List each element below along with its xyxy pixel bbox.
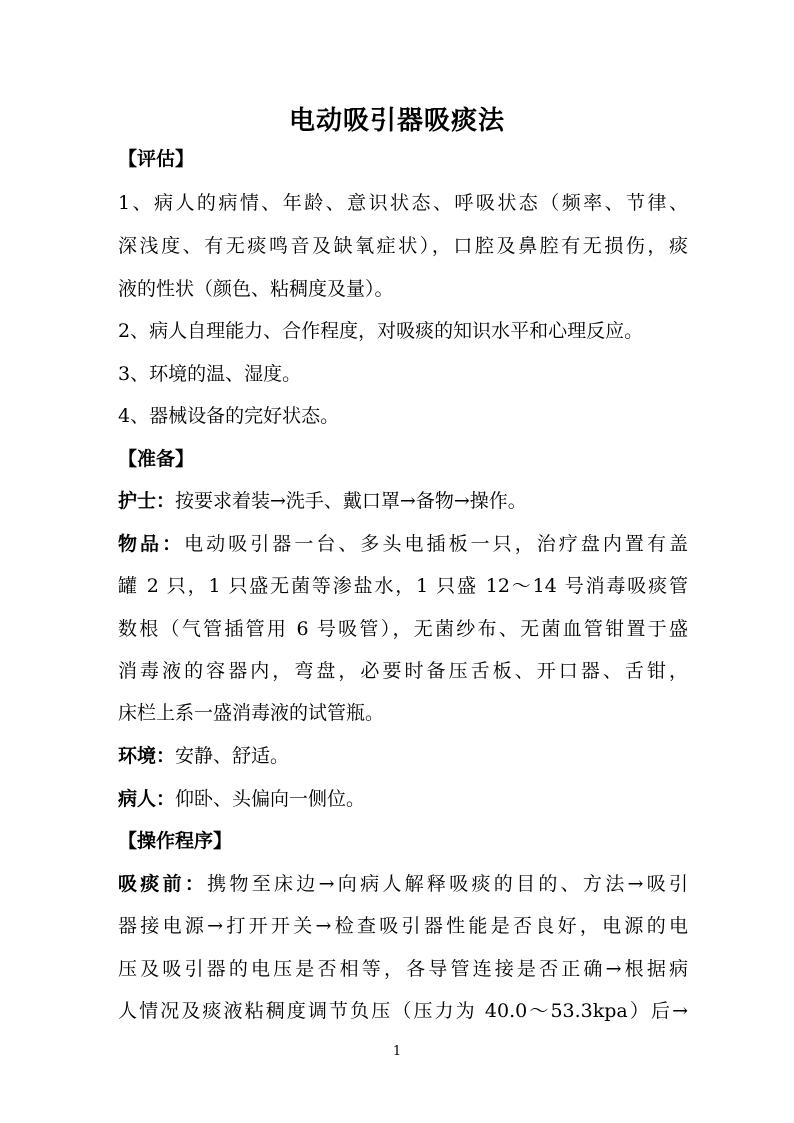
assessment-item-1-line-2: 深浅度、有无痰鸣音及缺氧症状），口腔及鼻腔有无损伤，痰 [118,235,688,257]
assessment-item-2: 2、病人自理能力、合作程度，对吸痰的知识水平和心理反应。 [118,320,644,342]
procedure-text-1: 携物至床边→向病人解释吸痰的目的、方法→吸引 [207,873,688,895]
items-line-5: 床栏上系一盛消毒液的试管瓶。 [118,702,385,724]
nurse-preparation [118,488,688,514]
nurse-text: 按要求着装→洗手、戴口罩→备物→操作。 [175,490,527,512]
assessment-item-4: 4、器械设备的完好状态。 [118,405,340,427]
page-number: 1 [392,1044,402,1059]
section-heading-preparation: 【准备】 [118,448,195,470]
items-line-3: 数根（气管插管用 6 号吸管），无菌纱布、无菌血管钳置于盛 [118,618,688,640]
assessment-item-3: 3、环境的温、湿度。 [118,363,302,385]
document-title: 电动吸引器吸痰法 [288,106,505,136]
patient-label: 病人： [118,788,176,810]
procedure-line-2: 器接电源→打开开关→检查吸引器性能是否良好，电源的电 [118,915,688,937]
procedure-line-4: 人情况及痰液粘稠度调节负压（压力为 40.0～53.3kpa）后→ [118,1000,688,1022]
environment-label: 环境： [118,745,176,767]
patient-text: 仰卧、头偏向一侧位。 [175,788,366,810]
items-label: 物品： [118,533,185,555]
assessment-item-1-line-3: 液的性状（颜色、粘稠度及量）。 [118,278,394,300]
procedure-line-1 [118,871,688,897]
section-heading-assessment: 【评估】 [118,148,195,170]
items-line-4: 消毒液的容器内，弯盘，必要时备压舌板、开口器、舌钳， [118,660,688,682]
environment-preparation [118,743,688,769]
section-heading-procedure: 【操作程序】 [118,830,233,852]
patient-preparation [118,786,688,812]
environment-text: 安静、舒适。 [175,745,290,767]
assessment-item-1-line-1: 1、病人的病情、年龄、意识状态、呼吸状态（频率、节律、 [118,192,688,214]
items-line-2: 罐 2 只，1 只盛无菌等渗盐水，1 只盛 12～14 号消毒吸痰管 [118,575,688,597]
items-text-1: 电动吸引器一台、多头电插板一只，治疗盘内置有盖 [184,533,688,555]
procedure-line-3: 压及吸引器的电压是否相等，各导管连接是否正确→根据病 [118,958,688,980]
items-line-1 [118,531,688,557]
before-suction-label: 吸痰前： [118,873,208,895]
nurse-label: 护士： [118,490,176,512]
